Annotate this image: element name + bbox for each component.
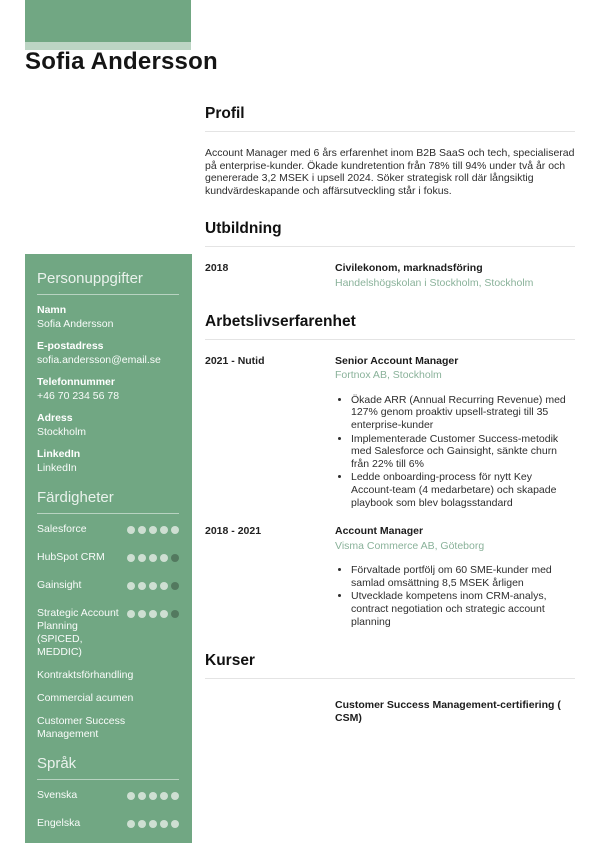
rated-item-label: Gainsight [37, 579, 82, 591]
rated-item-row [37, 579, 179, 597]
level-dot [138, 554, 146, 562]
experience-period: 2018 - 2021 [205, 525, 262, 538]
level-dot [160, 526, 168, 534]
level-dots [124, 607, 179, 625]
rated-item-row [37, 789, 179, 807]
rated-item-label: Commercial acumen [37, 692, 134, 704]
level-dot [127, 610, 135, 618]
rated-item-row [37, 817, 179, 835]
personal-field [37, 448, 179, 475]
education-institution: Handelshögskolan i Stockholm, Stockholm [335, 276, 534, 289]
experience-entry [205, 525, 575, 629]
profile-text: Account Manager med 6 års erfarenhet inom B2B SaaS och tech, specialiserad på enterprise-kunder. Ökade kundretention från 78% till 94% under två år och genererade 3,2 MSEK i upsell 2024. Söker strategisk roll där långsiktig kundvärdeskapande och affärsutveckling står i fokus. [205, 147, 575, 197]
experience-bullets [335, 394, 575, 509]
personal-fields [37, 304, 179, 475]
rated-item-label: HubSpot CRM [37, 551, 105, 563]
personal-field-value: +46 70 234 56 78 [37, 389, 120, 402]
level-dot [171, 554, 179, 562]
level-dot [149, 526, 157, 534]
personal-field [37, 412, 179, 439]
personal-field-label: LinkedIn [37, 448, 81, 460]
level-dot [171, 820, 179, 828]
experience-bullet: • Utvecklade kompetens inom CRM-analys, contract negotiation och strategic account planning [351, 590, 575, 628]
level-dot [149, 554, 157, 562]
level-dot [171, 792, 179, 800]
courses-section-title: Kurser [205, 646, 575, 679]
personal-field-label: Namn [37, 304, 67, 316]
personal-field [37, 376, 179, 403]
rated-item-label: Salesforce [37, 523, 87, 535]
course-content [335, 699, 575, 724]
page-title: Sofia Andersson [25, 48, 218, 75]
level-dots [124, 523, 179, 541]
level-dot [138, 582, 146, 590]
level-dot [149, 792, 157, 800]
level-dot [127, 526, 135, 534]
level-dot [149, 820, 157, 828]
experience-role: Senior Account Manager [335, 354, 459, 367]
rated-item-label: Svenska [37, 789, 78, 801]
level-dot [160, 792, 168, 800]
rated-item-row [37, 551, 179, 569]
experience-role: Account Manager [335, 525, 424, 538]
education-period: 2018 [205, 262, 229, 275]
sidebar-section-skills [37, 489, 179, 741]
rated-item-label: Strategic Account Planning (SPICED, MEDDIC) [37, 607, 119, 658]
rated-item-label: Kontraktsförhandling [37, 669, 134, 681]
level-dot [160, 820, 168, 828]
experience-content [335, 525, 575, 629]
education-list [205, 262, 575, 289]
rated-item-row [37, 692, 179, 705]
course-name: Customer Success Management-certifiering ( CSM) [335, 699, 561, 724]
experience-bullet: • Ökade ARR (Annual Recurring Revenue) med 127% genom proaktiv upsell-strategi till 35 enterprise-kunder [351, 394, 575, 432]
level-dot [160, 610, 168, 618]
personal-field-label: E-postadress [37, 340, 104, 352]
section-profile [205, 99, 575, 197]
level-dots [124, 579, 179, 597]
sidebar [25, 254, 192, 843]
section-courses [205, 646, 575, 724]
languages-section-title: Språk [37, 755, 179, 780]
personal-field-label: Adress [37, 412, 73, 424]
level-dot [138, 792, 146, 800]
rated-item-label: Customer Success Management [37, 715, 126, 740]
experience-section-title: Arbetslivserfarenhet [205, 307, 575, 340]
level-dot [127, 820, 135, 828]
rated-item-row [37, 523, 179, 541]
level-dot [149, 582, 157, 590]
level-dot [138, 820, 146, 828]
rated-item-row [37, 715, 179, 741]
education-content [335, 262, 575, 289]
course-entry [205, 699, 575, 724]
course-period [205, 699, 335, 724]
sidebar-section-languages [37, 755, 179, 835]
level-dot [160, 582, 168, 590]
personal-field-value: sofia.andersson@email.se [37, 353, 161, 366]
level-dots [124, 789, 179, 807]
level-dot [138, 526, 146, 534]
experience-company: Visma Commerce AB, Göteborg [335, 539, 485, 552]
experience-period: 2021 - Nutid [205, 354, 265, 367]
experience-content [335, 355, 575, 511]
rated-item-row [37, 669, 179, 682]
level-dot [127, 554, 135, 562]
courses-list [205, 699, 575, 724]
level-dots [124, 817, 179, 835]
education-entry [205, 262, 575, 289]
personal-field-label: Telefonnummer [37, 376, 115, 388]
skills-list [37, 523, 179, 741]
personal-field-value: LinkedIn [37, 461, 77, 474]
main-content [205, 99, 575, 741]
personal-field [37, 340, 179, 367]
level-dot [138, 610, 146, 618]
experience-entry [205, 355, 575, 511]
experience-bullet: • Ledde onboarding-process för nytt Key Account-team (4 medarbetare) och skapade playbook som blev bolagsstandard [351, 471, 575, 509]
section-experience [205, 307, 575, 630]
rated-item-row [37, 607, 179, 659]
skills-section-title: Färdigheter [37, 489, 179, 514]
level-dot [171, 526, 179, 534]
section-education [205, 214, 575, 289]
level-dots [124, 551, 179, 569]
rated-item-label: Engelska [37, 817, 81, 829]
experience-bullets [335, 564, 575, 628]
languages-list [37, 789, 179, 835]
level-dot [160, 554, 168, 562]
experience-bullet: • Förvaltade portfölj om 60 SME-kunder med samlad omsättning 8,5 MSEK årligen [351, 564, 575, 589]
experience-list [205, 355, 575, 630]
level-dot [127, 582, 135, 590]
profile-section-title: Profil [205, 99, 575, 132]
level-dot [171, 610, 179, 618]
personal-field-value: Stockholm [37, 425, 87, 438]
level-dot [171, 582, 179, 590]
sidebar-section-personal [37, 270, 179, 475]
level-dot [127, 792, 135, 800]
personal-section-title: Personuppgifter [37, 270, 179, 295]
education-degree: Civilekonom, marknadsföring [335, 262, 483, 275]
personal-field [37, 304, 179, 331]
experience-bullet: • Implementerade Customer Success-metodik med Salesforce och Gainsight, sänkte churn från 22% till 6% [351, 433, 575, 471]
level-dot [149, 610, 157, 618]
personal-field-value: Sofia Andersson [37, 317, 114, 330]
experience-company: Fortnox AB, Stockholm [335, 369, 442, 382]
education-section-title: Utbildning [205, 214, 575, 247]
header-accent-band [25, 0, 191, 42]
